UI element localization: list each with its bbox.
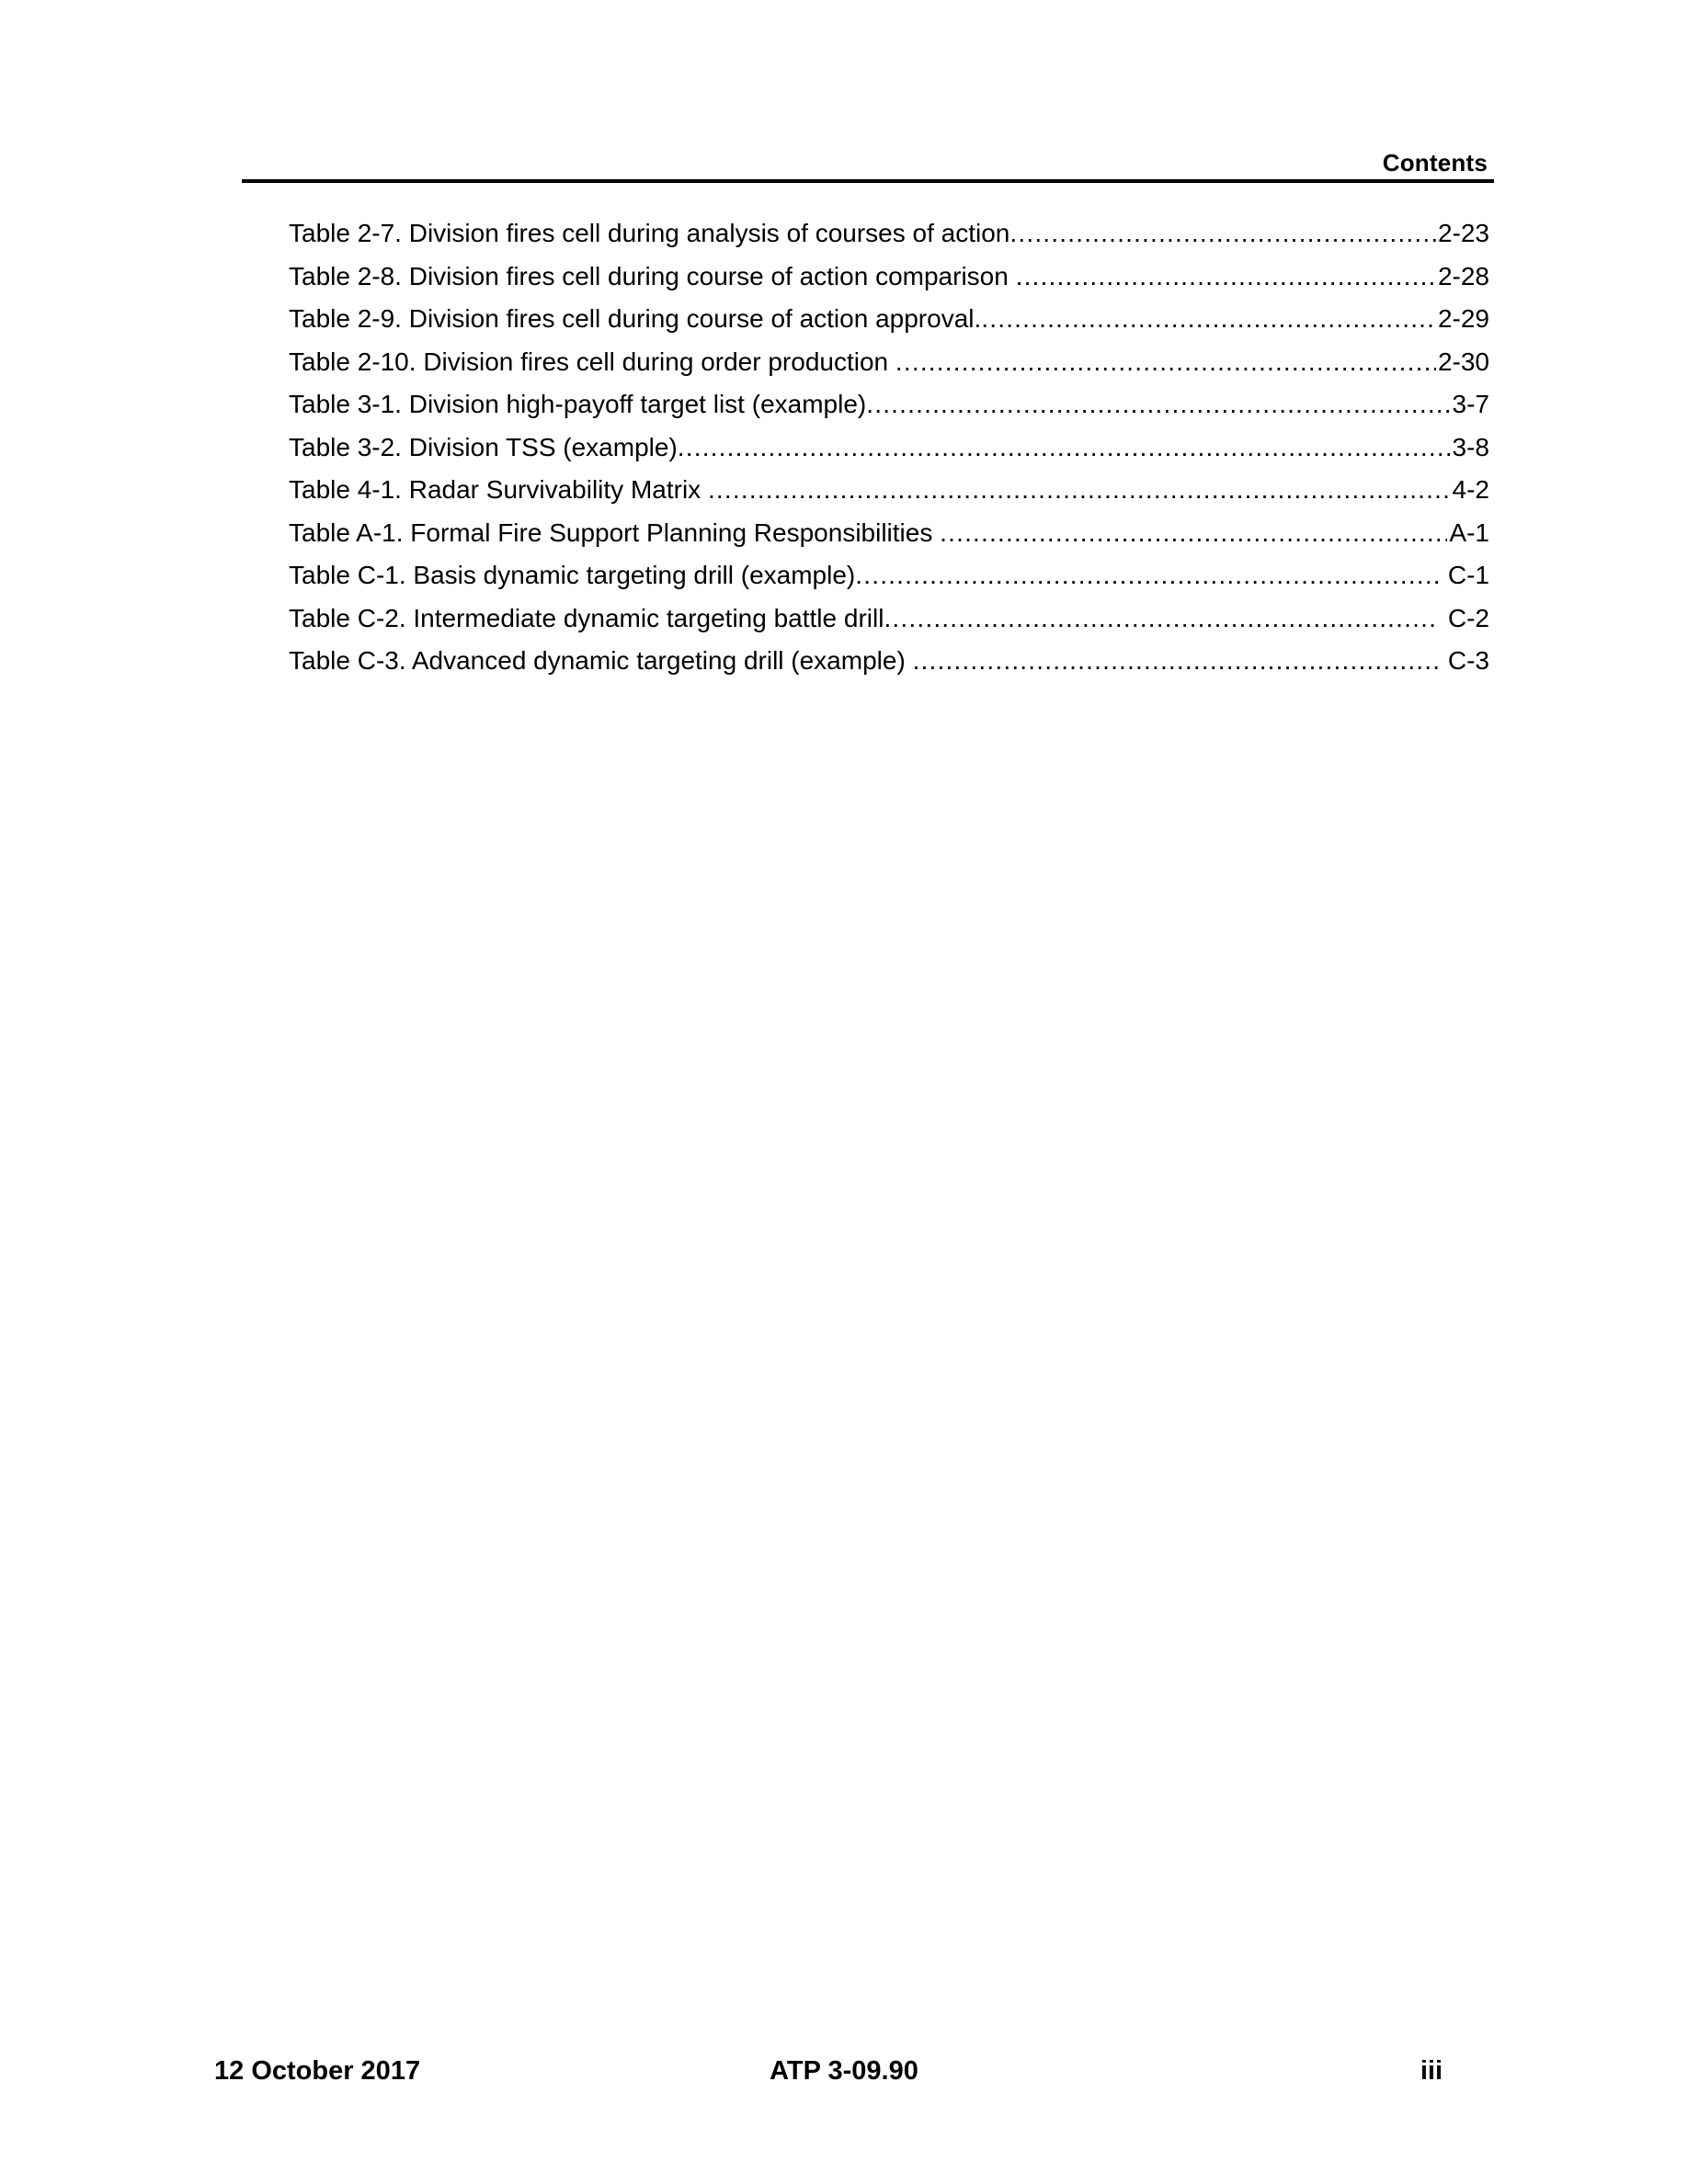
toc-entry[interactable] — [289, 212, 1489, 256]
toc-entry[interactable] — [289, 469, 1489, 512]
toc-entry-page-number: 2-28 — [1437, 261, 1489, 290]
toc-leader-dots — [981, 298, 1436, 341]
toc-entry-label: Table C-2. Intermediate dynamic targeting battle drill — [289, 603, 884, 632]
toc-leader-dots — [884, 597, 1439, 641]
toc-entry[interactable] — [289, 383, 1489, 427]
toc-leader-dots — [708, 469, 1451, 512]
toc-entry-label: Table 4-1. Radar Survivability Matrix — [289, 475, 708, 504]
toc-entry-label: Table 2-10. Division fires cell during order production — [289, 347, 895, 376]
toc-entry-label: Table C-3. Advanced dynamic targeting drill (example) — [289, 646, 913, 675]
toc-leader-dots — [940, 512, 1447, 555]
toc-leader-dots — [866, 383, 1450, 427]
header-rule-divider — [242, 179, 1494, 183]
toc-entry-label: Table C-1. Basis dynamic targeting drill (example) — [289, 561, 856, 589]
toc-entry[interactable] — [289, 512, 1489, 555]
footer-page-number: iii — [1420, 2056, 1443, 2086]
footer-date: 12 October 2017 — [214, 2056, 421, 2086]
toc-entry[interactable] — [289, 341, 1489, 384]
toc-entry-page-number: 2-29 — [1437, 304, 1489, 333]
toc-entry[interactable] — [289, 427, 1489, 470]
toc-entry-page-number: C-2 — [1441, 603, 1489, 632]
footer-document-number: ATP 3-09.90 — [770, 2056, 918, 2086]
toc-entry[interactable] — [289, 256, 1489, 299]
toc-entry[interactable] — [289, 597, 1489, 641]
toc-entry-page-number: 4-2 — [1452, 475, 1489, 504]
toc-entry[interactable] — [289, 640, 1489, 683]
toc-entry-page-number: 2-30 — [1437, 347, 1489, 376]
table-of-contents-list — [289, 212, 1489, 683]
toc-entry-label: Table A-1. Formal Fire Support Planning Responsibilities — [289, 518, 941, 547]
toc-entry[interactable] — [289, 298, 1489, 341]
toc-entry-page-number: 3-8 — [1452, 432, 1489, 461]
toc-entry-page-number: C-3 — [1441, 646, 1489, 675]
toc-entry-label: Table 2-7. Division fires cell during analysis of courses of action — [289, 219, 1010, 247]
toc-leader-dots — [678, 427, 1451, 470]
toc-leader-dots — [1016, 256, 1436, 299]
page-title: Contents — [1382, 149, 1488, 176]
toc-entry-label: Table 3-2. Division TSS (example) — [289, 432, 678, 461]
toc-entry-label: Table 2-8. Division fires cell during course of action comparison — [289, 261, 1016, 290]
toc-entry-label: Table 3-1. Division high-payoff target list (example) — [289, 390, 867, 418]
toc-entry-label: Table 2-9. Division fires cell during course of action approval. — [289, 304, 982, 333]
toc-leader-dots — [1009, 212, 1436, 256]
toc-leader-dots — [895, 341, 1436, 384]
toc-entry-page-number: 2-23 — [1437, 219, 1489, 247]
toc-leader-dots — [913, 640, 1440, 683]
toc-entry-page-number: A-1 — [1449, 518, 1489, 547]
toc-entry-page-number: C-1 — [1441, 561, 1489, 589]
toc-entry-page-number: 3-7 — [1452, 390, 1489, 418]
toc-leader-dots — [855, 554, 1439, 597]
toc-entry[interactable] — [289, 554, 1489, 597]
